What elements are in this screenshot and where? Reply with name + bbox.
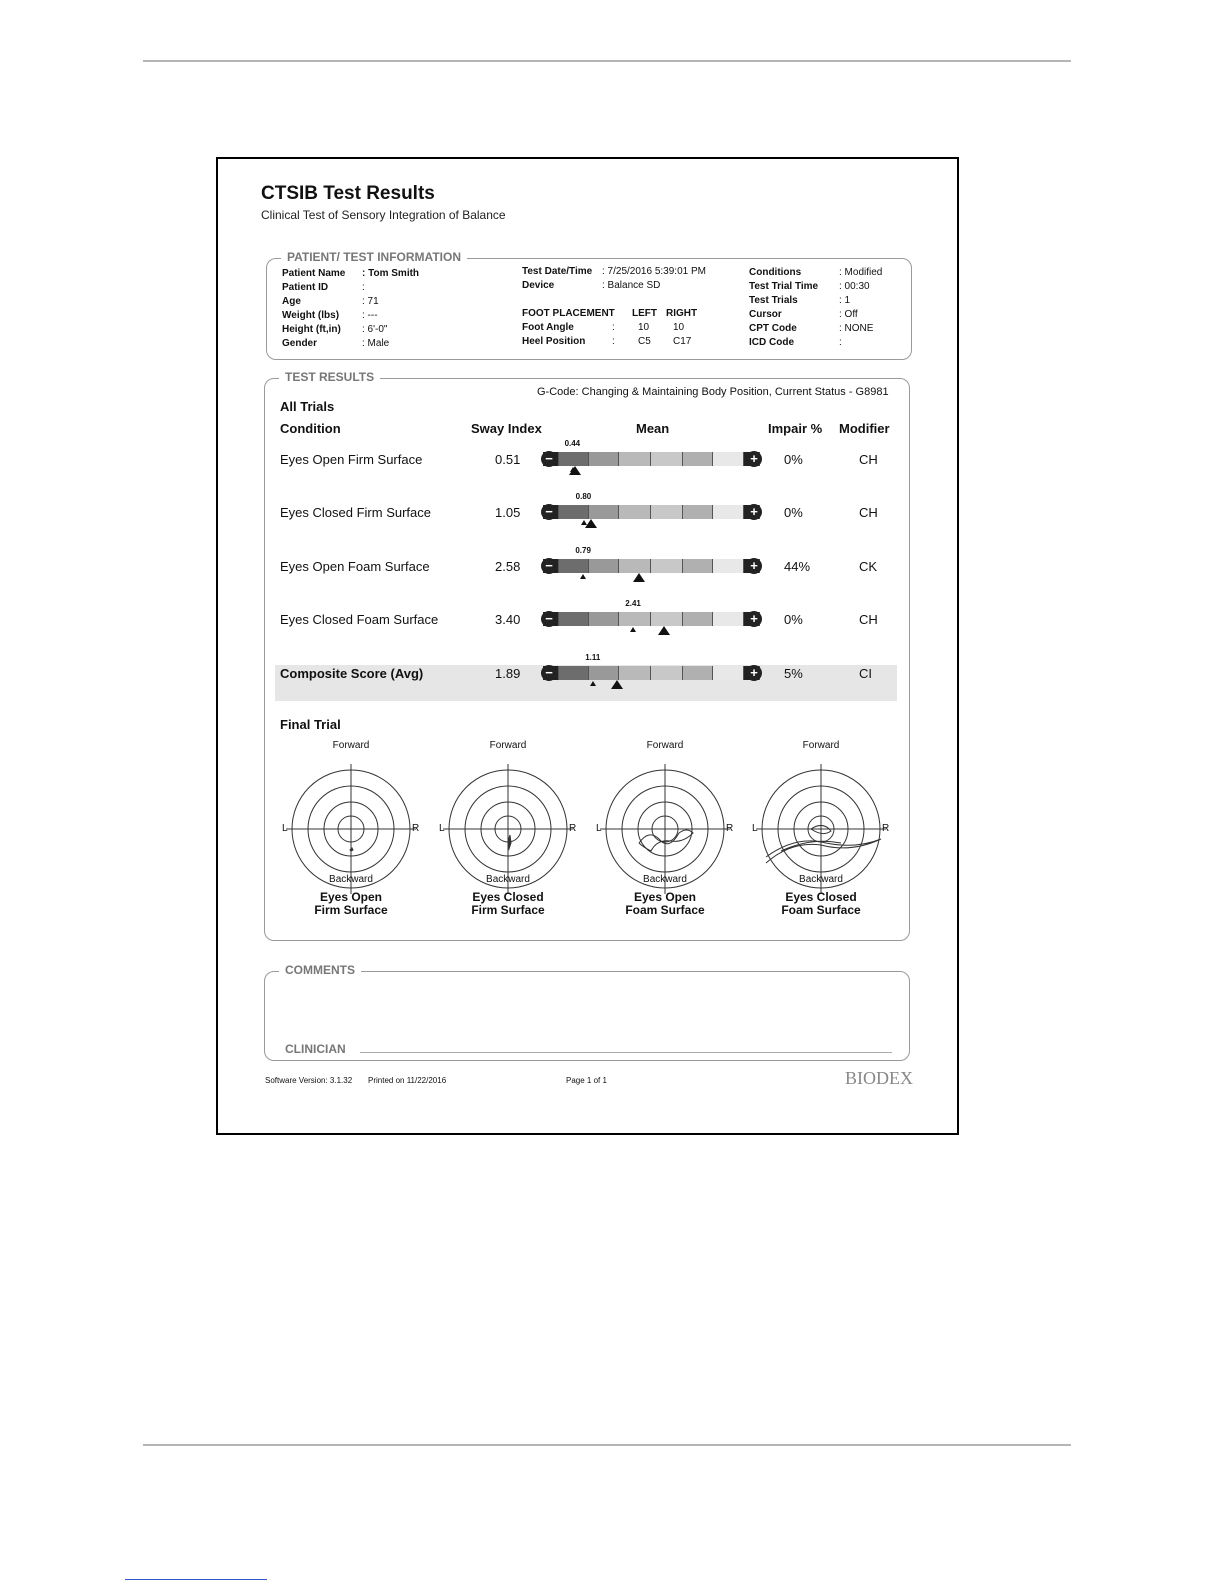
top-rule <box>143 60 1071 62</box>
minus-icon: − <box>541 611 557 627</box>
mean-marker <box>590 681 596 686</box>
info-label: LEFT <box>632 308 657 319</box>
row-sway-index: 1.89 <box>495 666 521 681</box>
mean-value-label: 0.79 <box>575 546 591 555</box>
scale-segment <box>683 559 713 573</box>
col-condition: Condition <box>280 421 341 436</box>
scale-segment <box>619 559 651 573</box>
info-row <box>282 281 419 295</box>
test-right-column <box>749 266 882 350</box>
info-label: CPT Code <box>749 323 797 334</box>
patient-left-column <box>282 267 419 351</box>
info-value: : 71 <box>362 296 379 307</box>
info-label: RIGHT <box>666 308 698 319</box>
target-backward-label: Backward <box>799 874 843 885</box>
info-label: Height (ft,in) <box>282 324 341 335</box>
row-sway-index: 2.58 <box>495 559 521 574</box>
scale-segment <box>651 559 683 573</box>
mean-marker <box>630 627 636 632</box>
row-sway-index: 3.40 <box>495 612 521 627</box>
target-right-label: R <box>412 823 420 834</box>
test-results-panel <box>264 370 910 941</box>
info-row <box>749 266 882 280</box>
comments-panel <box>264 963 910 1061</box>
test-middle-column <box>522 265 706 349</box>
info-row <box>749 322 882 336</box>
target-condition-line2: Foam Surface <box>625 903 705 917</box>
info-value: 10 <box>638 322 650 333</box>
info-value: C5 <box>638 336 651 347</box>
info-label: Foot Angle <box>522 322 574 333</box>
info-value: : Tom Smith <box>362 268 420 279</box>
sway-scale-bar <box>543 666 760 680</box>
patient-info-legend: PATIENT/ TEST INFORMATION <box>281 250 467 264</box>
info-row <box>749 280 882 294</box>
printed-date: Printed on 11/22/2016 <box>368 1076 447 1085</box>
info-label: Age <box>282 296 301 307</box>
target-condition-line1: Eyes Closed <box>785 890 857 904</box>
scale-segment <box>713 452 744 466</box>
info-value: : 6'-0" <box>362 324 388 335</box>
footnote-separator <box>125 1579 267 1580</box>
info-label: Test Date/Time <box>522 266 593 277</box>
col-sway-index: Sway Index <box>471 421 542 436</box>
info-row <box>282 309 419 323</box>
minus-icon: − <box>541 558 557 574</box>
scale-segment <box>559 612 589 626</box>
info-value: : NONE <box>839 323 874 334</box>
target-backward-label: Backward <box>643 874 687 885</box>
target-forward-label: Forward <box>802 740 840 751</box>
info-label: Patient ID <box>282 282 329 293</box>
page-number: Page 1 of 1 <box>566 1076 607 1085</box>
col-modifier: Modifier <box>839 421 890 436</box>
scale-segment <box>651 612 683 626</box>
target-left-label: L <box>596 823 602 834</box>
report-subtitle: Clinical Test of Sensory Integration of Balance <box>261 208 506 222</box>
scale-segment <box>559 505 589 519</box>
target-forward-label: Forward <box>489 740 527 751</box>
patient-info-panel <box>266 250 912 360</box>
scale-segment <box>589 612 619 626</box>
scale-segment <box>713 666 744 680</box>
info-label: Weight (lbs) <box>282 310 340 321</box>
info-value: : Balance SD <box>602 280 661 291</box>
clinician-signature-line <box>360 1052 892 1053</box>
mean-marker <box>580 574 586 579</box>
row-condition: Eyes Open Firm Surface <box>280 452 423 467</box>
test-results-legend: TEST RESULTS <box>279 370 380 384</box>
info-label: Cursor <box>749 309 782 320</box>
report-page <box>216 157 959 1135</box>
info-label: Test Trials <box>749 295 798 306</box>
info-row <box>522 279 706 293</box>
plus-icon: + <box>746 558 762 574</box>
info-value: C17 <box>673 336 692 347</box>
scale-segment <box>683 666 713 680</box>
row-modifier: CK <box>859 559 878 574</box>
plus-icon: + <box>746 451 762 467</box>
plus-icon: + <box>746 611 762 627</box>
target-condition-line1: Eyes Open <box>633 890 697 904</box>
sway-index-marker <box>611 680 623 689</box>
scale-segment <box>619 612 651 626</box>
scale-segment <box>589 452 619 466</box>
info-label: Conditions <box>749 267 802 278</box>
target-condition-line2: Firm Surface <box>471 903 545 917</box>
row-condition: Eyes Open Foam Surface <box>280 559 430 574</box>
all-trials-heading: All Trials <box>280 399 335 414</box>
target-left-label: L <box>282 823 288 834</box>
row-condition: Composite Score (Avg) <box>280 666 424 681</box>
plus-icon: + <box>746 504 762 520</box>
clinician-label: CLINICIAN <box>285 1042 346 1056</box>
target-backward-label: Backward <box>329 874 373 885</box>
row-modifier: CH <box>859 452 878 467</box>
plus-icon: + <box>746 665 762 681</box>
target-right-label: R <box>882 823 890 834</box>
info-row <box>749 336 882 350</box>
mean-value-label: 0.80 <box>575 492 592 501</box>
row-modifier: CI <box>859 666 872 681</box>
target-right-label: R <box>569 823 577 834</box>
bottom-rule <box>143 1444 1071 1446</box>
minus-icon: − <box>541 504 557 520</box>
target-forward-label: Forward <box>646 740 684 751</box>
info-row <box>522 265 706 279</box>
comments-legend: COMMENTS <box>279 963 361 977</box>
info-label: ICD Code <box>749 337 794 348</box>
target-backward-label: Backward <box>486 874 530 885</box>
scale-segment <box>559 452 589 466</box>
mean-value-label: 0.44 <box>564 439 581 448</box>
scale-segment <box>589 505 619 519</box>
info-row <box>282 295 419 309</box>
final-trial-heading: Final Trial <box>280 717 341 732</box>
sway-scale-bar <box>543 612 760 626</box>
target-condition-line2: Firm Surface <box>314 903 388 917</box>
row-sway-index: 0.51 <box>495 452 521 467</box>
gcode-text: G-Code: Changing & Maintaining Body Position, Current Status - G8981 <box>537 386 889 398</box>
info-row <box>282 337 419 351</box>
info-label: Device <box>522 280 555 291</box>
sway-scale-bar <box>543 505 760 519</box>
target-left-label: L <box>439 823 445 834</box>
scale-segment <box>559 666 589 680</box>
scale-segment <box>713 505 744 519</box>
info-value: : <box>612 336 615 347</box>
info-label: Heel Position <box>522 336 586 347</box>
scale-segment <box>619 452 651 466</box>
report-title: CTSIB Test Results <box>261 183 435 204</box>
info-value: : Modified <box>839 267 883 278</box>
sway-scale-bar <box>543 452 760 466</box>
target-condition-line1: Eyes Open <box>319 890 383 904</box>
info-value: : <box>362 282 365 293</box>
scale-segment <box>619 666 651 680</box>
sway-index-marker <box>658 626 670 635</box>
info-label: Patient Name <box>282 268 346 279</box>
info-value: : <box>612 322 615 333</box>
col-impair: Impair % <box>768 421 823 436</box>
scale-segment <box>589 666 619 680</box>
info-row <box>749 308 882 322</box>
info-value: : 1 <box>839 295 851 306</box>
info-value: : --- <box>362 310 378 321</box>
info-value: : 7/25/2016 5:39:01 PM <box>602 266 706 277</box>
scale-segment <box>713 612 744 626</box>
target-right-label: R <box>726 823 734 834</box>
row-modifier: CH <box>859 505 878 520</box>
biodex-logo: BIODEX <box>845 1068 913 1088</box>
scale-segment <box>713 559 744 573</box>
info-value: 10 <box>673 322 685 333</box>
info-value: : Male <box>362 338 390 349</box>
foot-placement-header <box>522 307 706 321</box>
sway-index-marker <box>585 519 597 528</box>
target-condition-line1: Eyes Closed <box>472 890 544 904</box>
mean-value-label: 1.11 <box>585 653 601 662</box>
info-row <box>282 323 419 337</box>
software-version: Software Version: 3.1.32 <box>265 1076 353 1085</box>
scale-segment <box>651 452 683 466</box>
info-label: FOOT PLACEMENT <box>522 308 615 319</box>
minus-icon: − <box>541 451 557 467</box>
row-impair: 0% <box>784 452 803 467</box>
minus-icon: − <box>541 665 557 681</box>
sway-index-marker <box>633 573 645 582</box>
target-forward-label: Forward <box>332 740 370 751</box>
scale-segment <box>651 666 683 680</box>
info-value: : Off <box>839 309 858 320</box>
sway-index-marker <box>569 466 581 475</box>
info-value: : <box>839 337 842 348</box>
row-condition: Eyes Closed Foam Surface <box>280 612 439 627</box>
scale-segment <box>619 505 651 519</box>
row-impair: 0% <box>784 505 803 520</box>
scale-segment <box>651 505 683 519</box>
target-left-label: L <box>752 823 758 834</box>
row-impair: 5% <box>784 666 803 681</box>
row-sway-index: 1.05 <box>495 505 521 520</box>
mean-value-label: 2.41 <box>625 599 641 608</box>
scale-segment <box>683 452 713 466</box>
sway-trace <box>350 848 353 851</box>
info-row <box>522 321 706 335</box>
row-modifier: CH <box>859 612 878 627</box>
scale-segment <box>589 559 619 573</box>
scale-segment <box>683 505 713 519</box>
info-label: Gender <box>282 338 318 349</box>
target-condition-line2: Foam Surface <box>781 903 861 917</box>
scale-segment <box>559 559 589 573</box>
col-mean: Mean <box>636 421 670 436</box>
info-label: Test Trial Time <box>749 281 819 292</box>
info-row <box>749 294 882 308</box>
info-value: : 00:30 <box>839 281 870 292</box>
info-row <box>522 335 706 349</box>
row-condition: Eyes Closed Firm Surface <box>280 505 431 520</box>
scale-segment <box>683 612 713 626</box>
row-impair: 44% <box>784 559 811 574</box>
row-impair: 0% <box>784 612 803 627</box>
info-row <box>282 267 419 281</box>
sway-scale-bar <box>543 559 760 573</box>
